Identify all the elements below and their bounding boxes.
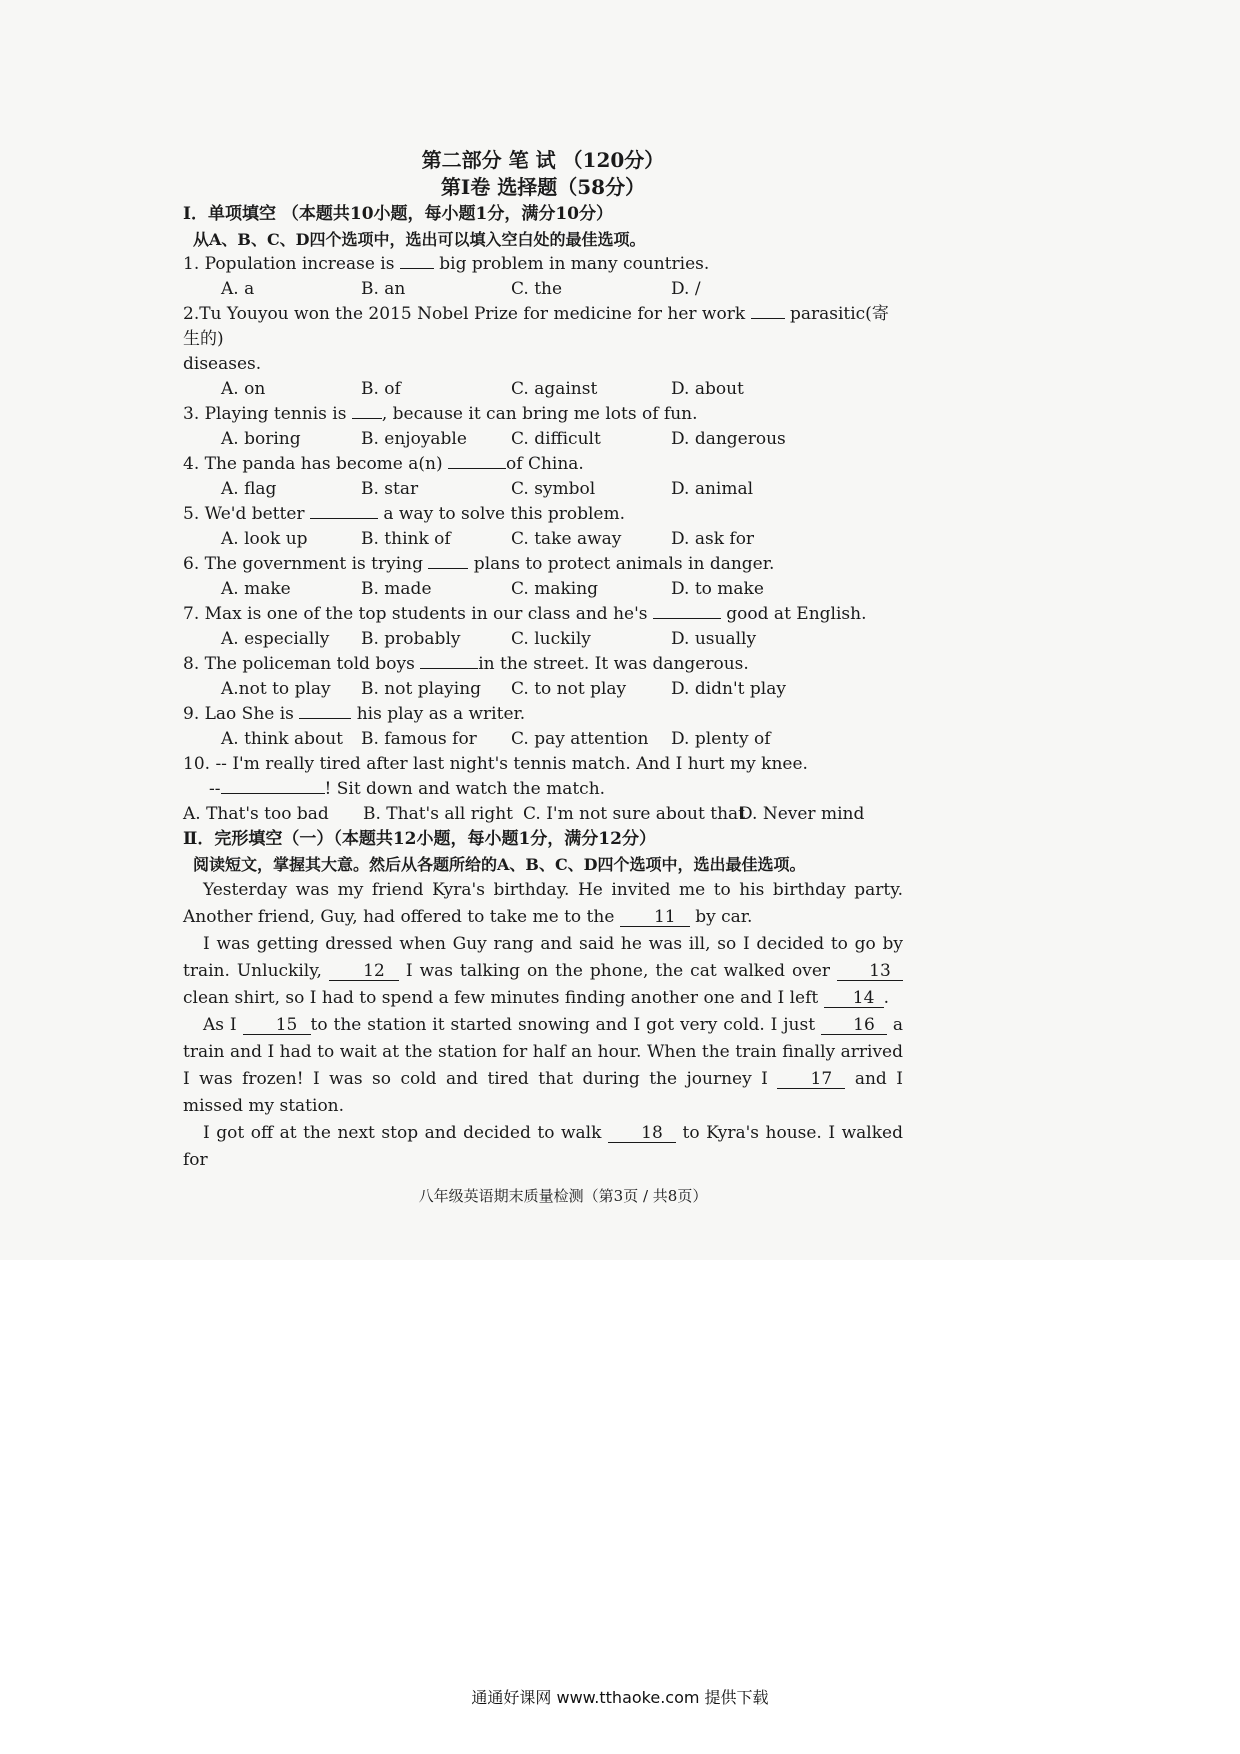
option-b: B. not playing <box>361 679 482 699</box>
cloze-blank-15: 15 <box>243 1016 311 1035</box>
question-reply <box>183 777 903 802</box>
option-row <box>183 477 903 502</box>
question-stem <box>183 602 903 627</box>
stem-text: , because it can bring me lots of fun. <box>381 404 698 424</box>
exam-content <box>183 148 903 1209</box>
reply-prefix: -- <box>209 779 221 799</box>
passage-text: I was getting dressed when Guy rang and said he was ill, so I decided to go by train. Unluckily, <box>183 934 903 981</box>
question-stem <box>183 702 903 727</box>
option-c: C. luckily <box>511 629 591 649</box>
option-a: A. make <box>221 579 291 599</box>
option-b: B. think of <box>361 529 451 549</box>
section2-instruction: 阅读短文，掌握其大意。然后从各题所给的A、B、C、D四个选项中，选出最佳选项。 <box>193 855 806 874</box>
option-row <box>183 727 903 752</box>
passage-text: to Kyra's house. I walked for <box>183 1123 903 1170</box>
passage-text: clean shirt, so I had to spend a few minutes finding another one and I left <box>183 988 824 1008</box>
stem-text: parasitic(寄生的) <box>183 304 889 349</box>
cloze-blank-16: 16 <box>821 1016 887 1035</box>
passage-text: Yesterday was my friend Kyra's birthday. He invited me to his birthday party. Another friend, Guy, had offered to take me to the <box>183 880 903 927</box>
question-stem <box>183 502 903 527</box>
option-b: B. That's all right <box>363 804 513 824</box>
answer-blank <box>653 618 721 619</box>
download-watermark: 通通好课网 www.tthaoke.com 提供下载 <box>471 1688 769 1707</box>
option-row <box>183 277 903 302</box>
option-d: D. about <box>671 379 744 399</box>
volume-title: 第Ⅰ卷 选择题（58分） <box>440 175 646 199</box>
answer-blank <box>310 518 378 519</box>
stem-text: 2.Tu Youyou won the 2015 Nobel Prize for medicine for her work <box>183 304 751 324</box>
option-a: A.not to play <box>221 679 331 699</box>
option-d: D. ask for <box>671 529 755 549</box>
question-stem <box>183 452 903 477</box>
option-row <box>183 677 903 702</box>
question-list <box>183 252 903 827</box>
passage-paragraph-2 <box>183 931 903 1012</box>
option-a: A. boring <box>221 429 301 449</box>
option-b: B. an <box>361 279 406 299</box>
option-b: B. probably <box>361 629 461 649</box>
cloze-blank-13: 13 <box>837 962 903 981</box>
option-row <box>183 802 903 827</box>
stem-text: his play as a writer. <box>351 704 526 724</box>
stem-text: big problem in many countries. <box>433 254 710 274</box>
stem-text: in the street. It was dangerous. <box>478 654 749 674</box>
cloze-blank-14: 14 <box>824 989 884 1008</box>
section1-heading: Ⅰ．单项填空 （本题共10小题，每小题1分，满分10分） <box>183 204 614 224</box>
option-c: C. difficult <box>511 429 601 449</box>
stem-text: 5. We'd better <box>183 504 310 524</box>
option-c: C. the <box>511 279 563 299</box>
stem-text: 4. The panda has become a(n) <box>183 454 449 474</box>
passage-paragraph-4 <box>183 1120 903 1174</box>
option-d: D. / <box>671 279 701 299</box>
stem-text: of China. <box>506 454 584 474</box>
answer-blank <box>221 793 325 794</box>
question-stem <box>183 302 903 352</box>
option-a: A. a <box>221 279 255 299</box>
passage-text: and I missed my station. <box>183 1069 903 1116</box>
option-row <box>183 527 903 552</box>
question-stem <box>183 402 903 427</box>
cloze-blank-17: 17 <box>777 1070 845 1089</box>
option-d: D. usually <box>671 629 757 649</box>
option-row <box>183 627 903 652</box>
option-d: D. didn't play <box>671 679 786 699</box>
option-c: C. I'm not sure about that <box>523 804 745 824</box>
cloze-blank-12: 12 <box>329 962 399 981</box>
answer-blank <box>352 418 382 419</box>
stem-text: 6. The government is trying <box>183 554 429 574</box>
reply-text: ! Sit down and watch the match. <box>324 779 606 799</box>
question-stem <box>183 252 903 277</box>
passage-paragraph-3 <box>183 1012 903 1120</box>
option-b: B. of <box>361 379 401 399</box>
option-b: B. made <box>361 579 432 599</box>
passage-text: a train and I had to wait at the station for half an hour. When the train finally arrived I was frozen! I was so cold and tired that during the journey I <box>183 1015 903 1089</box>
page-footer: 八年级英语期末质量检测（第3页 / 共8页） <box>418 1187 708 1205</box>
stem-text: 3. Playing tennis is <box>183 404 352 424</box>
option-a: A. look up <box>221 529 308 549</box>
answer-blank <box>400 268 434 269</box>
question-stem: 10. -- I'm really tired after last night's tennis match. And I hurt my knee. <box>183 754 808 774</box>
option-d: D. dangerous <box>671 429 786 449</box>
option-d: D. to make <box>671 579 764 599</box>
passage-text: I got off at the next stop and decided to walk <box>203 1123 608 1143</box>
answer-blank <box>428 568 468 569</box>
passage-text: As I <box>203 1015 243 1035</box>
option-c: C. take away <box>511 529 622 549</box>
option-d: D. Never mind <box>739 804 865 824</box>
option-d: D. animal <box>671 479 754 499</box>
answer-blank <box>299 718 351 719</box>
option-c: C. to not play <box>511 679 627 699</box>
stem-text: 9. Lao She is <box>183 704 300 724</box>
option-a: A. especially <box>221 629 330 649</box>
option-a: A. think about <box>221 729 343 749</box>
option-row <box>183 377 903 402</box>
question-stem <box>183 652 903 677</box>
passage-text: . <box>883 988 890 1008</box>
stem-text: 1. Population increase is <box>183 254 400 274</box>
option-c: C. making <box>511 579 599 599</box>
passage-text: I was talking on the phone, the cat walked over <box>398 961 837 981</box>
option-a: A. on <box>221 379 266 399</box>
section1-instruction: 从A、B、C、D四个选项中，选出可以填入空白处的最佳选项。 <box>193 230 646 249</box>
stem-text: 7. Max is one of the top students in our class and he's <box>183 604 653 624</box>
answer-blank <box>751 318 785 319</box>
question-stem <box>183 552 903 577</box>
option-b: B. enjoyable <box>361 429 467 449</box>
cloze-blank-18: 18 <box>608 1124 676 1143</box>
stem-continuation: diseases. <box>183 354 262 374</box>
option-row <box>183 427 903 452</box>
option-c: C. pay attention <box>511 729 649 749</box>
stem-text: a way to solve this problem. <box>377 504 626 524</box>
option-b: B. star <box>361 479 419 499</box>
section2-heading: Ⅱ．完形填空（一）（本题共12小题，每小题1分，满分12分） <box>183 829 656 849</box>
option-a: A. flag <box>221 479 277 499</box>
stem-text: plans to protect animals in danger. <box>468 554 775 574</box>
cloze-blank-11: 11 <box>620 908 690 927</box>
option-c: C. against <box>511 379 598 399</box>
option-a: A. That's too bad <box>183 804 329 824</box>
stem-text: good at English. <box>720 604 867 624</box>
answer-blank <box>448 468 506 469</box>
option-row <box>183 577 903 602</box>
part-title: 第二部分 笔 试 （120分） <box>421 148 665 172</box>
passage-text: by car. <box>689 907 753 927</box>
option-c: C. symbol <box>511 479 596 499</box>
option-d: D. plenty of <box>671 729 771 749</box>
passage-paragraph-1 <box>183 877 903 931</box>
answer-blank <box>420 668 478 669</box>
passage-text: to the station it started snowing and I got very cold. I just <box>310 1015 821 1035</box>
stem-text: 8. The policeman told boys <box>183 654 421 674</box>
option-b: B. famous for <box>361 729 477 749</box>
